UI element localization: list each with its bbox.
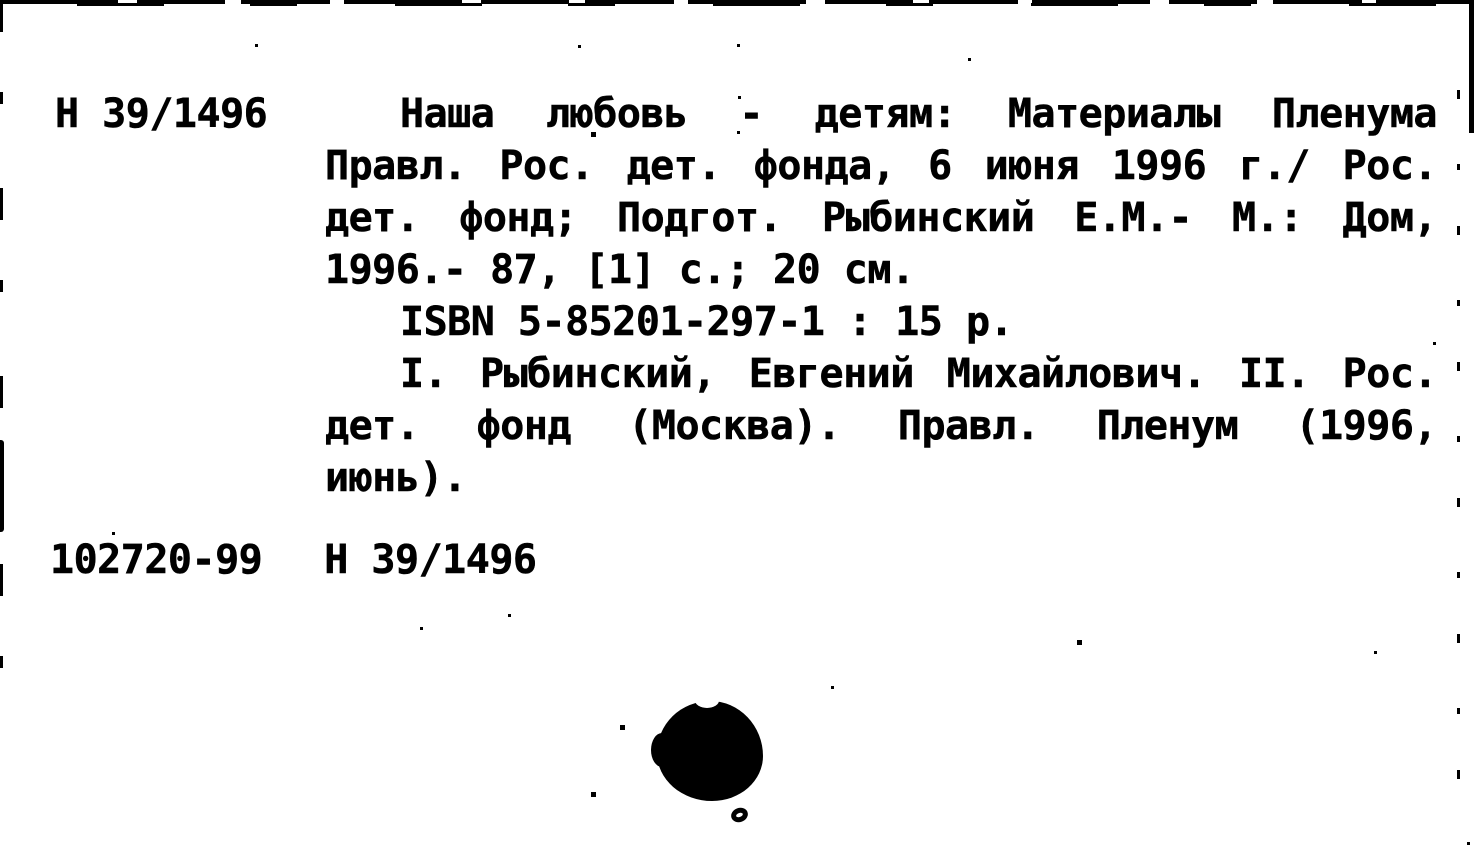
- entry-title-line: Наша любовь - детям: Материалы Пленума: [400, 91, 1437, 137]
- call-number-repeat: Н 39/1496: [324, 537, 537, 583]
- entry-tracing-line-2: дет. фонд (Москва). Правл. Пленум (1996,: [325, 403, 1437, 449]
- scan-noise-specks: [0, 0, 3, 3]
- footer-spacer: [262, 534, 324, 586]
- accession-number: 102720-99: [50, 537, 263, 583]
- scan-artifact-right-dashes: [1457, 90, 1460, 838]
- scan-artifact-left-dashes: [0, 0, 3, 680]
- scan-artifact-top-edge: [0, 0, 1474, 9]
- entry-isbn-line: ISBN 5-85201-297-1 : 15 р.: [400, 299, 1014, 345]
- entry-imprint-line-2: дет. фонд; Подгот. Рыбинский Е.М.- М.: Дом,: [325, 195, 1437, 241]
- entry-tracing-line-1: I. Рыбинский, Евгений Михайлович. II. Рос.: [400, 351, 1437, 397]
- ink-ring-dot: [729, 806, 750, 825]
- footer-line: [50, 534, 537, 586]
- entry-imprint-line-1: Правл. Рос. дет. фонда, 6 июня 1996 г./ Рос.: [325, 143, 1437, 189]
- entry-tracing-line-3: июнь).: [325, 455, 467, 501]
- bibliographic-entry: [325, 88, 1437, 504]
- scan-artifact-right-bar: [1469, 0, 1474, 133]
- entry-imprint-line-3: 1996.- 87, [1] с.; 20 см.: [325, 247, 915, 293]
- call-number: Н 39/1496: [55, 91, 268, 137]
- scan-artifact-left-streak: [0, 440, 4, 532]
- ink-blob: [657, 701, 763, 801]
